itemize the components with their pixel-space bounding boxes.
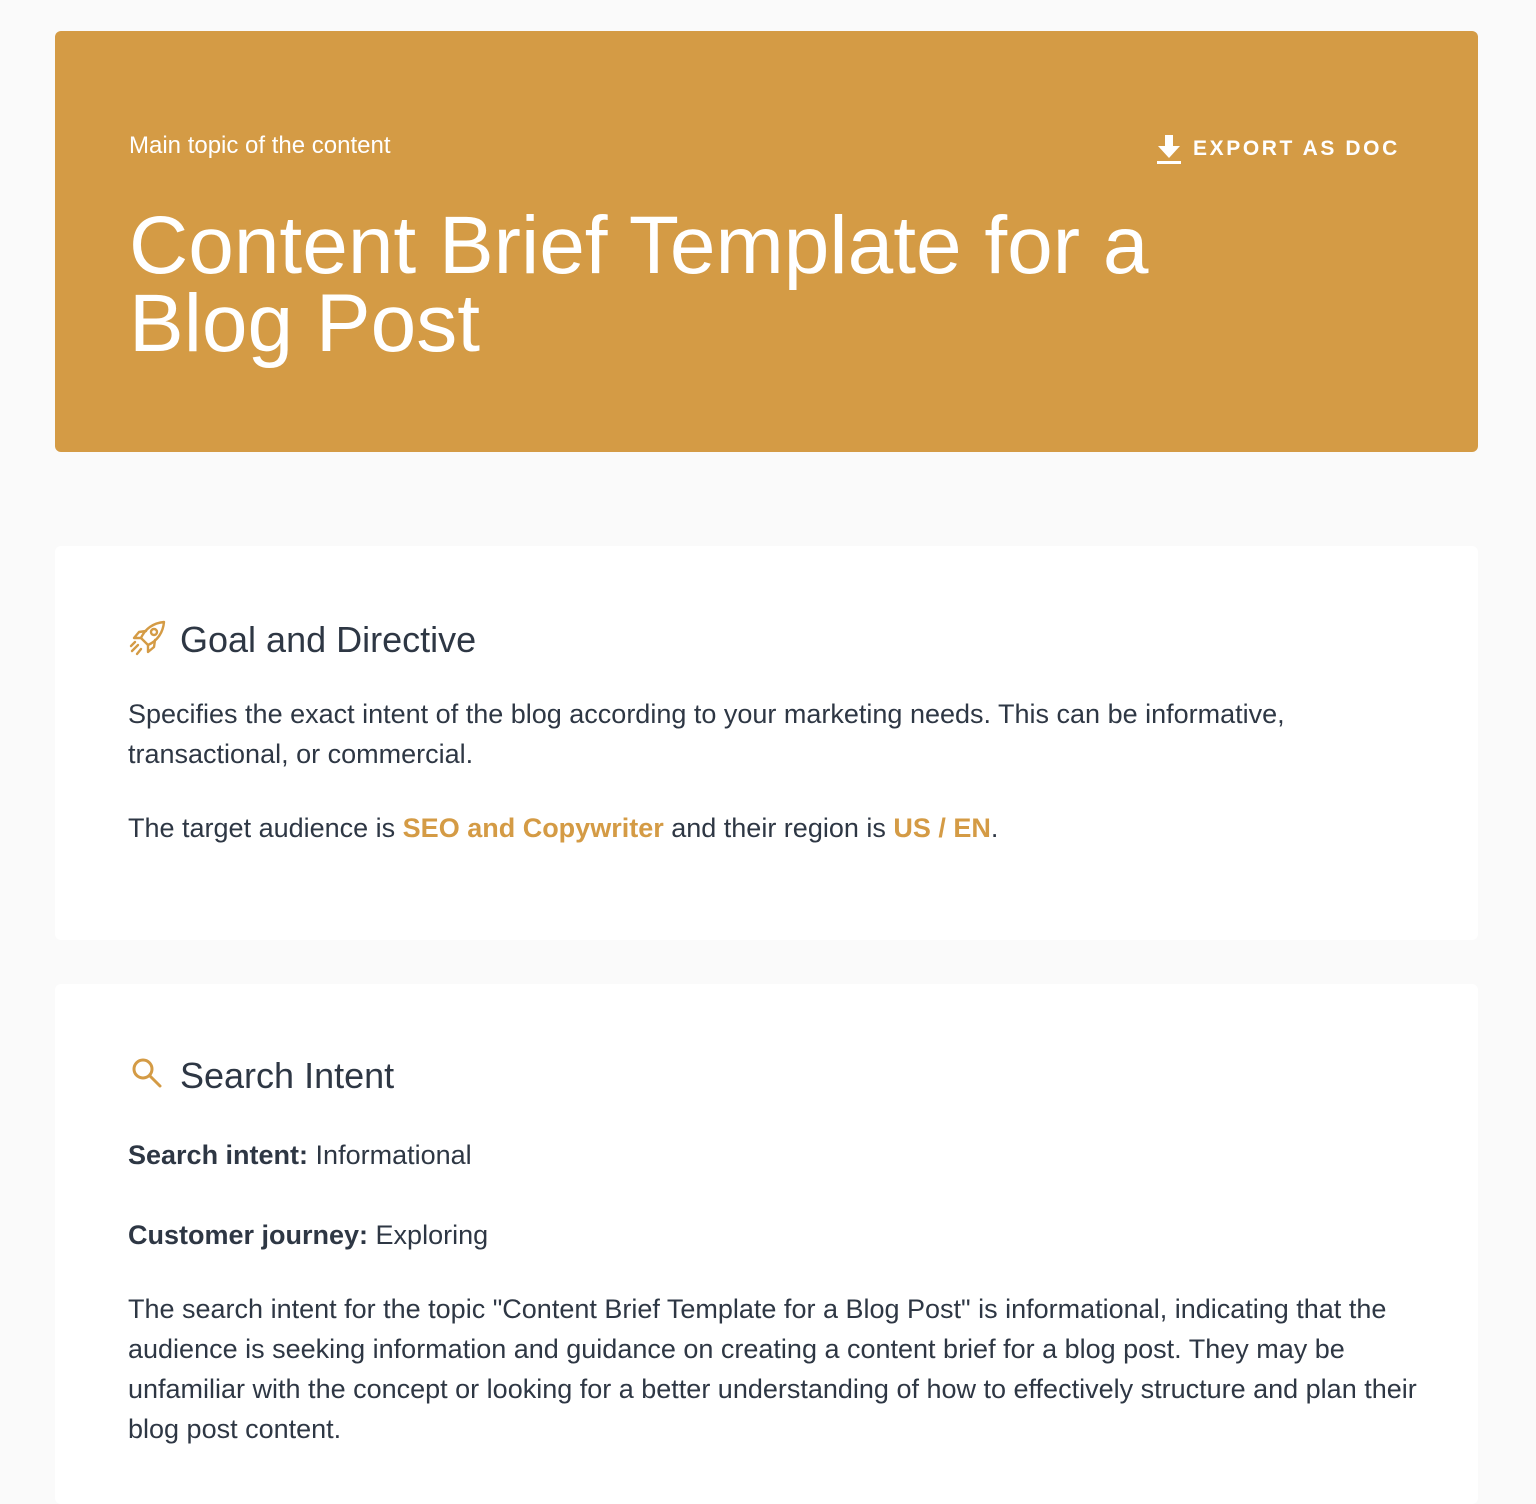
- export-as-doc-button[interactable]: [1155, 133, 1400, 165]
- search-intent-description: The search intent for the topic "Content Brief Template for a Blog Post" is informational, indicating that the audience is seeking information and guidance on creating a content brief for a blog post. They may be unfamiliar with the concept or looking for a better understanding of how to effectively structure and plan their blog post content.: [128, 1294, 1417, 1444]
- region-prefix: and their region is: [663, 813, 894, 843]
- customer-journey-field: [128, 1215, 1418, 1255]
- search-icon: [128, 1054, 168, 1099]
- download-icon: [1155, 133, 1183, 165]
- rocket-icon: [128, 618, 168, 663]
- header-subtitle: Main topic of the content: [129, 132, 391, 159]
- content-header: [55, 31, 1478, 452]
- goal-heading: Goal and Directive: [180, 619, 477, 660]
- goal-directive-card: [55, 546, 1478, 940]
- customer-journey-value: Exploring: [368, 1220, 489, 1250]
- export-button-label: EXPORT AS DOC: [1193, 137, 1400, 160]
- sentence-suffix: .: [990, 813, 999, 843]
- audience-value: SEO and Copywriter: [402, 813, 664, 843]
- goal-card-header: [128, 620, 1418, 660]
- search-intent-heading: Search Intent: [180, 1055, 395, 1096]
- region-value: US / EN: [893, 813, 991, 843]
- goal-description: Specifies the exact intent of the blog according to your marketing needs. This can be informative, transactional, or commercial.: [128, 699, 1285, 769]
- search-intent-field: [128, 1135, 1418, 1175]
- search-intent-value: Informational: [308, 1140, 472, 1170]
- search-intent-label: Search intent:: [128, 1140, 309, 1170]
- search-intent-card: [55, 984, 1478, 1504]
- page-title: Content Brief Template for a Blog Post: [129, 200, 1149, 369]
- audience-sentence: [128, 808, 1418, 848]
- customer-journey-label: Customer journey:: [128, 1220, 369, 1250]
- search-card-header: [128, 1056, 1418, 1096]
- audience-prefix: The target audience is: [128, 813, 403, 843]
